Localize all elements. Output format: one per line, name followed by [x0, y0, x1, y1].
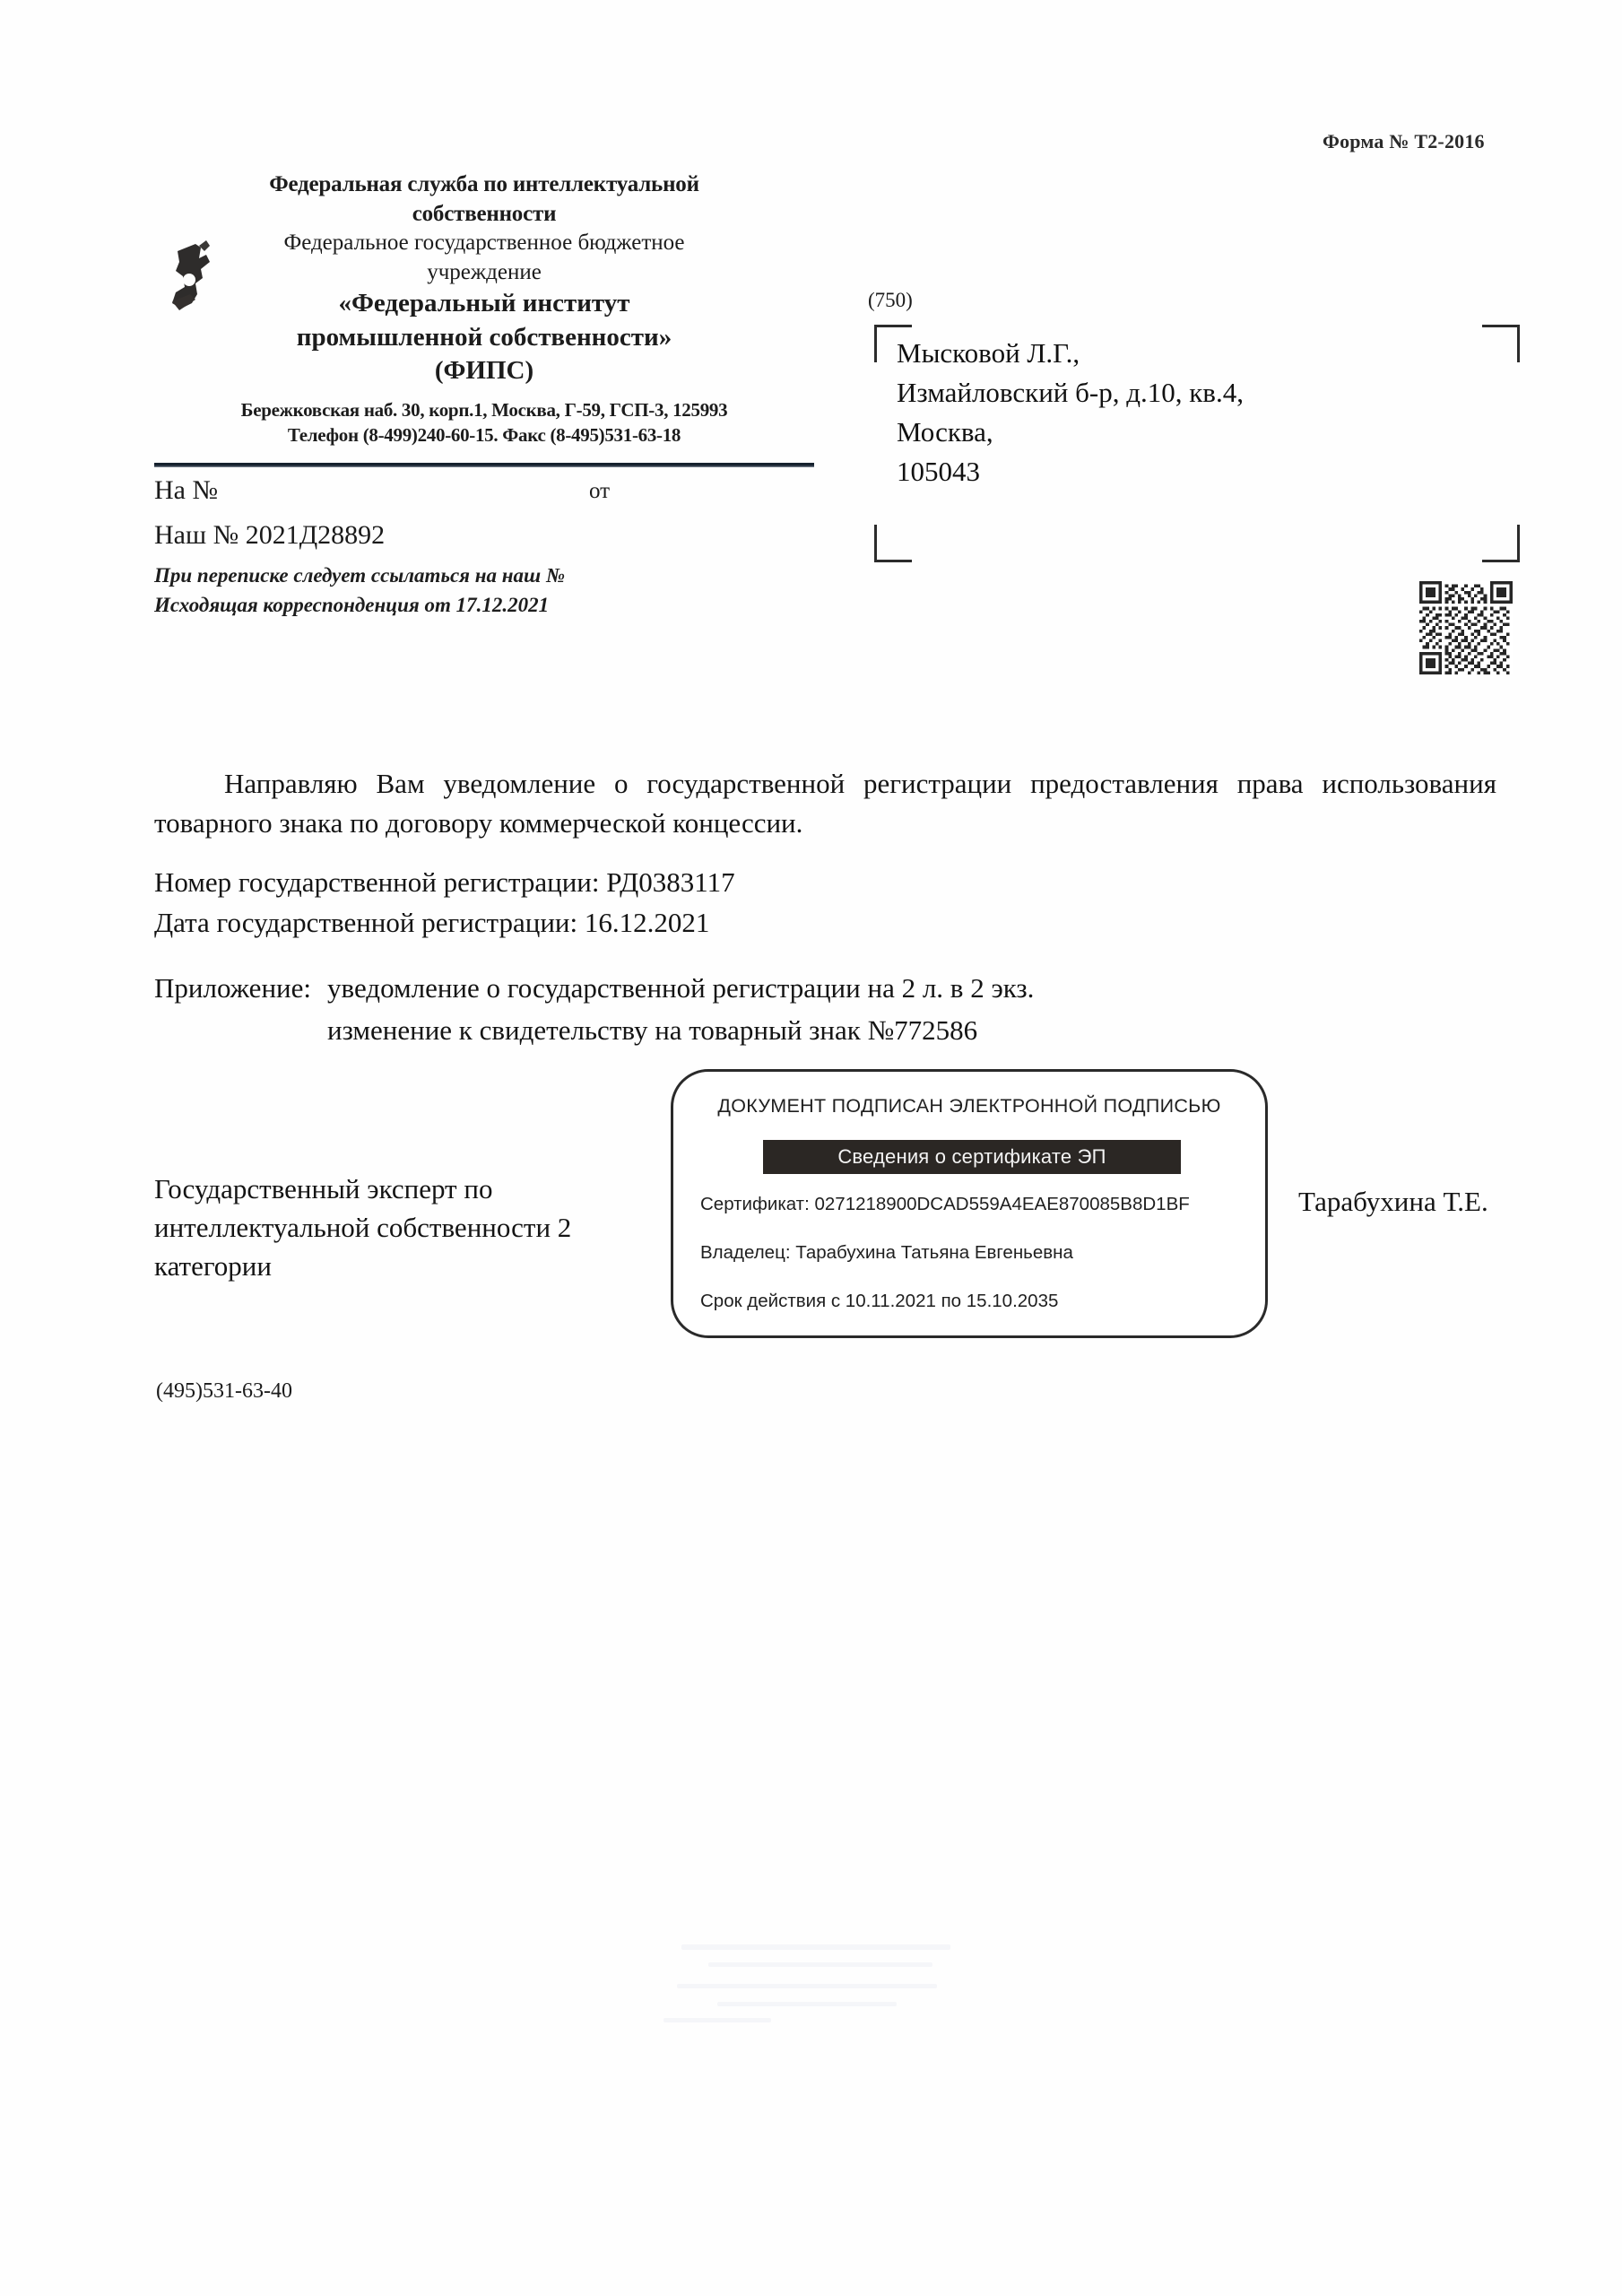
electronic-signature-stamp [671, 1069, 1268, 1338]
annex-item-2: изменение к свидетельству на товарный знак №772586 [327, 1014, 978, 1047]
esign-certificate-label: Сертификат: [700, 1194, 810, 1214]
annex-item-1: уведомление о государственной регистрации на 2 л. в 2 экз. [327, 972, 1035, 1004]
registration-date-value: 16.12.2021 [584, 906, 710, 938]
scan-artifact [717, 2002, 897, 2006]
addressee-code: (750) [868, 289, 913, 311]
signer-name: Тарабухина Т.Е. [1298, 1186, 1488, 1217]
incoming-number-label: На № [154, 475, 219, 505]
esign-owner-label: Владелец: [700, 1242, 791, 1263]
letterhead [152, 170, 816, 448]
reference-note-line-2: Исходящая корреспонденция от 17.12.2021 [154, 593, 550, 616]
letterhead-line-2: собственности [412, 201, 557, 226]
registration-number-value: РД0383117 [606, 866, 735, 898]
form-number: Форма № Т2-2016 [1323, 130, 1485, 152]
registration-date-row [154, 903, 735, 944]
esign-owner-row [700, 1242, 1073, 1264]
footer-phone: (495)531-63-40 [156, 1379, 292, 1403]
letterhead-line-1: Федеральная служба по интеллектуальной [269, 172, 699, 196]
addressee-city: Москва, [897, 416, 993, 448]
letterhead-phone-fax: Телефон (8-499)240-60-15. Факс (8-495)531-63-18 [287, 424, 681, 447]
body-paragraph: Направляю Вам уведомление о государственной регистрации предоставления права использования товарного знака по договору коммерческой концессии. [154, 768, 1496, 839]
letterhead-line-3: Федеральное государственное бюджетное [283, 230, 685, 255]
reference-note-line-1: При переписке следует ссылаться на наш № [154, 564, 566, 587]
addressee-frame [874, 325, 1520, 562]
scan-artifact [664, 2018, 771, 2022]
header-divider [154, 463, 814, 467]
esign-certificate-row [700, 1194, 1190, 1215]
qr-code [1419, 581, 1513, 674]
signer-title [154, 1170, 692, 1285]
esign-banner [763, 1140, 1181, 1174]
signer-title-line-2: интеллектуальной собственности 2 [154, 1211, 572, 1243]
addressee-address [897, 334, 1244, 491]
registration-number-row [154, 863, 735, 903]
esign-validity: Срок действия с 10.11.2021 по 15.10.2035 [700, 1291, 1059, 1311]
frame-corner-top-right [1482, 325, 1520, 362]
esign-banner-label: Сведения о сертификате ЭП [837, 1145, 1106, 1168]
frame-corner-bottom-left [874, 525, 912, 562]
addressee-postal-code: 105043 [897, 456, 980, 488]
addressee-street: Измайловский б-р, д.10, кв.4, [897, 377, 1244, 409]
signer-title-line-3: категории [154, 1249, 272, 1282]
signer-title-line-1: Государственный эксперт по [154, 1173, 493, 1205]
incoming-date-label: от [589, 479, 611, 503]
letterhead-line-6: промышленной собственности» [296, 322, 672, 352]
registration-date-label: Дата государственной регистрации: [154, 906, 578, 938]
scan-artifact [708, 1962, 932, 1967]
annex-block [154, 967, 1034, 1051]
esign-certificate-value: 0271218900DCAD559A4EAE870085B8D1BF [814, 1194, 1190, 1214]
letterhead-line-7: (ФИПС) [434, 356, 534, 386]
scan-artifact [677, 1984, 937, 1988]
our-number-row [154, 520, 836, 551]
registration-details [154, 863, 735, 944]
letterhead-address: Бережковская наб. 30, корп.1, Москва, Г-59, ГСП-3, 125993 [240, 399, 728, 422]
scan-artifact [681, 1944, 950, 1950]
reference-block [154, 475, 836, 620]
esign-owner-value: Тарабухина Татьяна Евгеньевна [795, 1242, 1073, 1263]
addressee-name: Мысковой Л.Г., [897, 337, 1080, 369]
esign-title: ДОКУМЕНТ ПОДПИСАН ЭЛЕКТРОННОЙ ПОДПИСЬЮ [717, 1095, 1221, 1117]
frame-corner-bottom-right [1482, 525, 1520, 562]
our-number-label: Наш № [154, 520, 239, 550]
annex-label: Приложение: [154, 972, 311, 1004]
registration-number-label: Номер государственной регистрации: [154, 866, 600, 898]
letterhead-line-5: «Федеральный институт [338, 289, 630, 317]
reference-note [154, 561, 836, 620]
letterhead-line-4: учреждение [427, 259, 542, 284]
our-number-value: 2021Д28892 [245, 520, 386, 550]
